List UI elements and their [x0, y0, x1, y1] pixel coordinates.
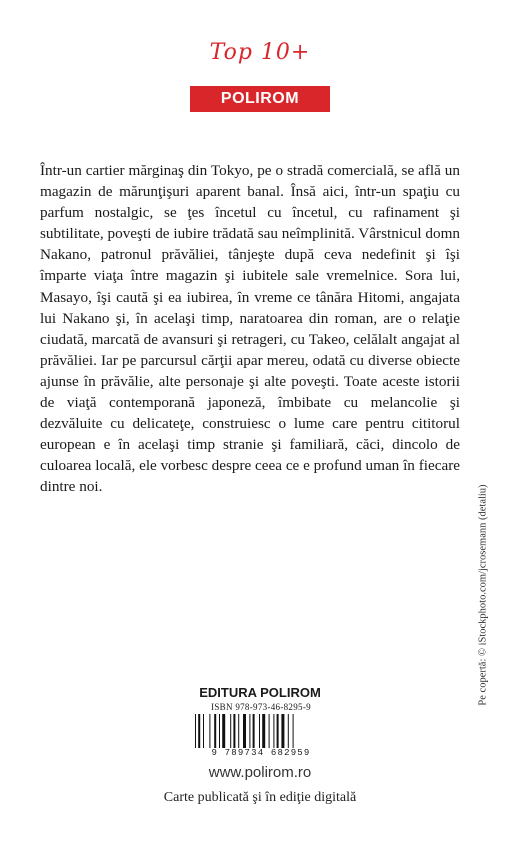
publisher-badge: POLIROM — [190, 86, 330, 112]
barcode-bar — [203, 714, 204, 748]
publisher-website: www.polirom.ro — [208, 764, 312, 781]
barcode-bar — [219, 714, 220, 748]
barcode-bar — [243, 714, 246, 748]
barcode-bar — [209, 714, 210, 748]
barcode-digits: 9 789734 682959 — [211, 748, 311, 758]
barcode-bar — [259, 714, 260, 748]
isbn-number: ISBN 978-973-46-8295-9 — [211, 702, 311, 712]
barcode-bar — [281, 714, 284, 748]
cover-photo-credit-text: Pe copertă: © iStockphoto.com/jcrosemann (detaliu) — [477, 484, 489, 706]
barcode-bar — [288, 714, 289, 748]
barcode-bar — [249, 714, 250, 748]
barcode-bar — [238, 714, 239, 748]
barcode-bar — [233, 714, 235, 748]
series-title: Top 10+ — [209, 40, 311, 65]
barcode-bars — [181, 714, 341, 748]
barcode-bar — [253, 714, 255, 748]
barcode-bar — [277, 714, 279, 748]
isbn-barcode — [181, 702, 341, 758]
imprint-label: EDITURA POLIROM — [199, 685, 321, 700]
barcode-bar — [269, 714, 270, 748]
barcode-bar — [198, 714, 200, 748]
barcode-bar — [262, 714, 265, 748]
digital-edition-note: Carte publicată şi în ediţie digitală — [163, 790, 357, 805]
barcode-bar — [222, 714, 225, 748]
barcode-bar — [273, 714, 274, 748]
book-blurb: Într-un cartier mărginaş din Tokyo, pe o stradă comercială, se află un magazin de mărunţişuri aparent banal. Însă aici, într-un spaţiu cu parfum nostalgic, se ţes încetul cu încetul, cu rafinament şi subtilitate, poveşti de iubire trădată sau neîmplinită. Vârstnicul domn Nakano, patronul prăvăliei, tânjeşte după ceva nedefinit şi îşi împarte viaţa între magazin şi iubitele sale vremelnice. Sora lui, Masayo, îşi caută şi ea iubirea, în vreme ce tânăra Hitomi, angajata lui Nakano şi, în acelaşi timp, naratoarea din roman, are o relaţie ciudată, marcată de avansuri şi retrageri, cu Takeo, celălalt angajat al prăvăliei. Iar pe parcursul cărţii apar mereu, odată cu diverse obiecte ajunse în prăvălie, alte personaje şi alte poveşti. Toate aceste istorii de viaţă contemporană japoneză, îmbibate cu melancolie şi dezvăluite cu delicateţe, construiesc o lume care pentru cititorul european e în acelaşi timp stranie şi familiară, căci, dincolo de culoarea locală, ele vorbesc despre ceea ce e profund uman în fiecare dintre noi. — [40, 162, 460, 496]
barcode-bar — [195, 714, 196, 748]
barcode-bar — [293, 714, 294, 748]
barcode-bar — [214, 714, 216, 748]
barcode-bar — [230, 714, 231, 748]
